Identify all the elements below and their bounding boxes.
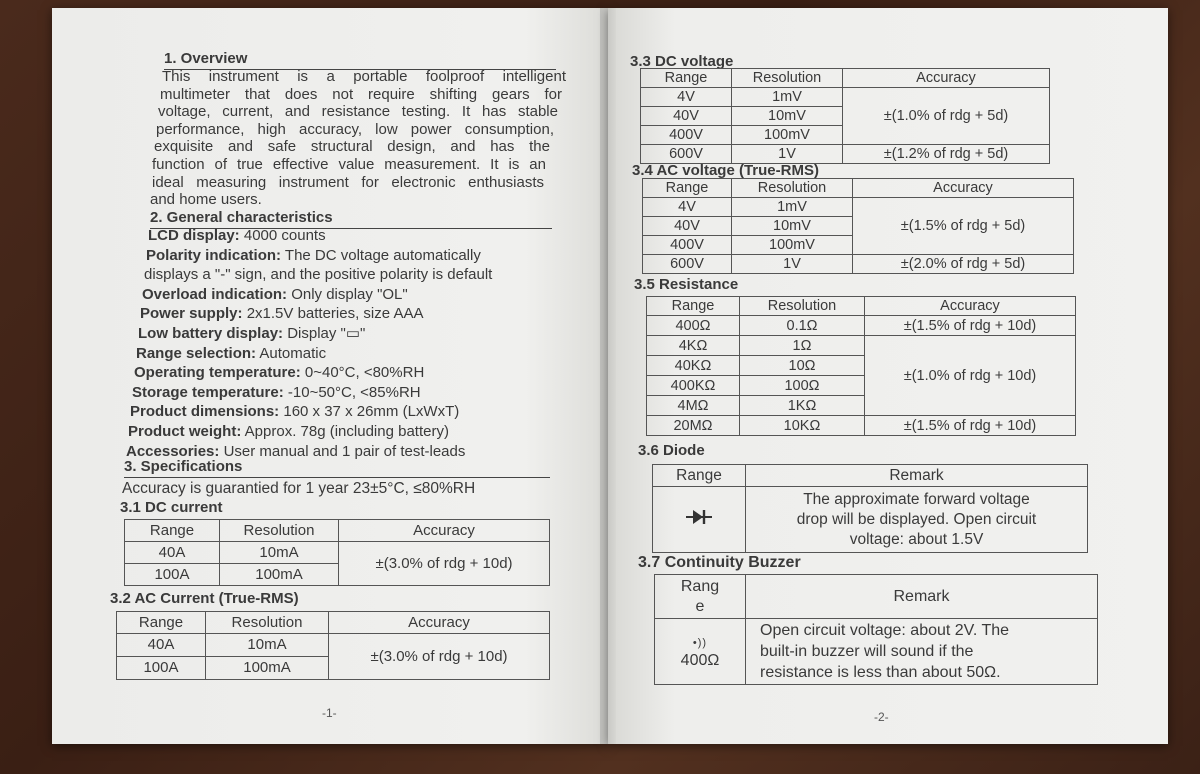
ac-current-table <box>116 611 550 680</box>
header-resolution: Resolution <box>732 69 843 88</box>
resolution-cell: 1KΩ <box>740 396 865 416</box>
dc-current-table <box>124 519 550 586</box>
overview-line: ideal measuring instrument for electronic enthusiasts <box>152 173 544 191</box>
page-number-right: -2- <box>874 710 889 724</box>
characteristic-value: Approx. 78g (including battery) <box>241 423 449 440</box>
page-number-left: -1- <box>322 706 337 720</box>
resolution-cell: 100mA <box>220 564 339 586</box>
characteristic-label: Product dimensions: <box>130 403 280 421</box>
characteristic-line <box>132 384 421 403</box>
range-cell: 400Ω <box>647 316 740 336</box>
header-accuracy: Accuracy <box>329 612 550 634</box>
diode-icon <box>686 509 712 525</box>
characteristic-line <box>130 403 459 422</box>
resolution-cell: 1mV <box>732 198 853 217</box>
dc-voltage-table <box>640 68 1050 164</box>
range-cell: 100A <box>117 657 206 680</box>
spec-note: Accuracy is guarantied for 1 year 23±5°C, ≤80%RH <box>122 480 476 497</box>
characteristic-label: Storage temperature: <box>132 383 284 401</box>
header-accuracy: Accuracy <box>843 69 1050 88</box>
dc-current-title: 3.1 DC current <box>120 499 223 516</box>
characteristic-value: 4000 counts <box>239 227 326 244</box>
resistance-table <box>646 296 1076 436</box>
accuracy-cell: ±(3.0% of rdg + 10d) <box>329 634 550 680</box>
header-resolution: Resolution <box>220 520 339 542</box>
resolution-cell: 100Ω <box>740 376 865 396</box>
buzzer-title: 3.7 Continuity Buzzer <box>638 554 801 571</box>
buzzer-icon: •)) <box>692 636 708 649</box>
accuracy-cell: ±(3.0% of rdg + 10d) <box>339 542 550 586</box>
header-range: Range <box>653 465 746 487</box>
general-characteristics-title: 2. General characteristics <box>150 209 552 229</box>
header-range-cont: e <box>695 597 705 615</box>
header-resolution: Resolution <box>740 297 865 316</box>
overview-line: multimeter that does not require shifting gears for <box>160 85 562 103</box>
accuracy-cell: ±(1.5% of rdg + 10d) <box>865 316 1076 336</box>
overview-line: This instrument is a portable foolproof intelligent <box>162 68 566 85</box>
header-range: Rang <box>680 577 720 595</box>
characteristic-label: Operating temperature: <box>134 364 301 382</box>
characteristic-line <box>128 423 449 442</box>
overview-line: function of true effective value measurement. It is an <box>152 156 546 173</box>
accuracy-cell: ±(1.0% of rdg + 5d) <box>843 88 1050 145</box>
range-cell: 400KΩ <box>647 376 740 396</box>
accuracy-cell: ±(1.2% of rdg + 5d) <box>843 145 1050 164</box>
characteristic-value: displays a "-" sign, and the positive polarity is default <box>144 266 493 284</box>
range-cell: 400Ω <box>680 651 720 669</box>
resolution-cell: 10mA <box>220 542 339 564</box>
diode-title: 3.6 Diode <box>638 442 705 459</box>
ac-current-title: 3.2 AC Current (True-RMS) <box>110 590 299 607</box>
overview-title: 1. Overview <box>164 50 556 70</box>
characteristic-label: Range selection: <box>136 344 257 362</box>
characteristic-line <box>134 364 424 383</box>
header-range: Range <box>125 520 220 542</box>
characteristic-label: Accessories: <box>126 442 220 460</box>
range-cell: 4V <box>641 88 732 107</box>
ac-voltage-title: 3.4 AC voltage (True-RMS) <box>632 162 819 179</box>
range-cell: 40V <box>643 217 732 236</box>
range-cell: 100A <box>125 564 220 586</box>
header-range: Range <box>643 179 732 198</box>
header-accuracy: Accuracy <box>853 179 1074 198</box>
header-range: Range <box>641 69 732 88</box>
overview-line: and home users. <box>150 191 262 209</box>
resolution-cell: 10mV <box>732 217 853 236</box>
overview-line: exquisite and safe structural design, and has the <box>154 138 550 156</box>
accuracy-cell: ±(1.0% of rdg + 10d) <box>865 336 1076 416</box>
accuracy-cell: ±(2.0% of rdg + 5d) <box>853 255 1074 274</box>
characteristic-value: User manual and 1 pair of test-leads <box>219 442 466 460</box>
characteristic-value: The DC voltage automatically <box>281 246 481 264</box>
header-accuracy: Accuracy <box>339 520 550 542</box>
characteristic-label: Polarity indication: <box>146 246 282 264</box>
remark-line: Open circuit voltage: about 2V. The <box>760 622 1010 639</box>
characteristic-value: 160 x 37 x 26mm (LxWxT) <box>279 403 460 421</box>
accuracy-cell: ±(1.5% of rdg + 10d) <box>865 416 1076 436</box>
header-accuracy: Accuracy <box>865 297 1076 316</box>
buzzer-table <box>654 574 1098 685</box>
characteristic-line <box>140 305 423 324</box>
range-cell: 40KΩ <box>647 356 740 376</box>
range-cell: 400V <box>641 126 732 145</box>
range-cell: 4KΩ <box>647 336 740 356</box>
range-cell: 20MΩ <box>647 416 740 436</box>
header-resolution: Resolution <box>206 612 329 634</box>
resolution-cell: 1V <box>732 145 843 164</box>
characteristic-label: Overload indication: <box>142 285 288 303</box>
remark-line: drop will be displayed. Open circuit <box>796 510 1037 528</box>
range-cell: 400V <box>643 236 732 255</box>
resolution-cell: 100mV <box>732 126 843 145</box>
range-cell: 40V <box>641 107 732 126</box>
resolution-cell: 1V <box>732 255 853 274</box>
characteristic-label: Low battery display: <box>138 325 284 342</box>
characteristic-line <box>148 227 326 246</box>
resolution-cell: 1Ω <box>740 336 865 356</box>
resolution-cell: 10Ω <box>740 356 865 376</box>
resolution-cell: 10KΩ <box>740 416 865 436</box>
range-cell: 40A <box>125 542 220 564</box>
characteristic-line <box>144 266 492 285</box>
remark-line: resistance is less than about 50Ω. <box>760 664 1001 681</box>
book-spine <box>600 8 616 744</box>
characteristic-label: Power supply: <box>140 305 243 323</box>
header-resolution: Resolution <box>732 179 853 198</box>
resolution-cell: 100mV <box>732 236 853 255</box>
range-cell: 600V <box>641 145 732 164</box>
remark-line: built-in buzzer will sound if the <box>760 643 974 660</box>
characteristic-value: Automatic <box>256 344 327 362</box>
characteristic-value: 0~40°C, <80%RH <box>300 364 425 382</box>
characteristic-value: Only display "OL" <box>287 285 408 303</box>
diode-table <box>652 464 1088 553</box>
resolution-cell: 10mA <box>206 634 329 657</box>
diode-symbol-cell <box>653 487 746 553</box>
characteristic-line <box>138 325 365 344</box>
accuracy-cell: ±(1.5% of rdg + 5d) <box>853 198 1074 255</box>
resolution-cell: 0.1Ω <box>740 316 865 336</box>
range-cell: 40A <box>117 634 206 657</box>
resolution-cell: 1mV <box>732 88 843 107</box>
range-cell: 600V <box>643 255 732 274</box>
range-cell: 4MΩ <box>647 396 740 416</box>
dc-voltage-title: 3.3 DC voltage <box>630 53 734 70</box>
characteristic-value: -10~50°C, <85%RH <box>283 383 421 401</box>
characteristic-value: Display "▭" <box>283 325 366 342</box>
resistance-title: 3.5 Resistance <box>634 276 739 293</box>
overview-line: performance, high accuracy, low power consumption, <box>156 120 554 138</box>
overview-line: voltage, current, and resistance testing. It has stable <box>158 103 558 121</box>
resolution-cell: 10mV <box>732 107 843 126</box>
range-cell: 4V <box>643 198 732 217</box>
specifications-title: 3. Specifications <box>124 458 550 478</box>
characteristic-label: Product weight: <box>128 423 242 440</box>
characteristic-label: LCD display: <box>148 227 240 244</box>
resolution-cell: 100mA <box>206 657 329 680</box>
characteristic-value: 2x1.5V batteries, size AAA <box>242 305 424 323</box>
header-range: Range <box>647 297 740 316</box>
remark-line: voltage: about 1.5V <box>849 530 984 548</box>
characteristic-line <box>136 345 326 364</box>
characteristic-line <box>146 247 481 266</box>
header-remark: Remark <box>746 575 1098 619</box>
characteristic-line <box>142 286 408 305</box>
remark-line: The approximate forward voltage <box>803 490 1030 508</box>
header-range: Range <box>117 612 206 634</box>
ac-voltage-table <box>642 178 1074 274</box>
header-remark: Remark <box>746 465 1088 487</box>
